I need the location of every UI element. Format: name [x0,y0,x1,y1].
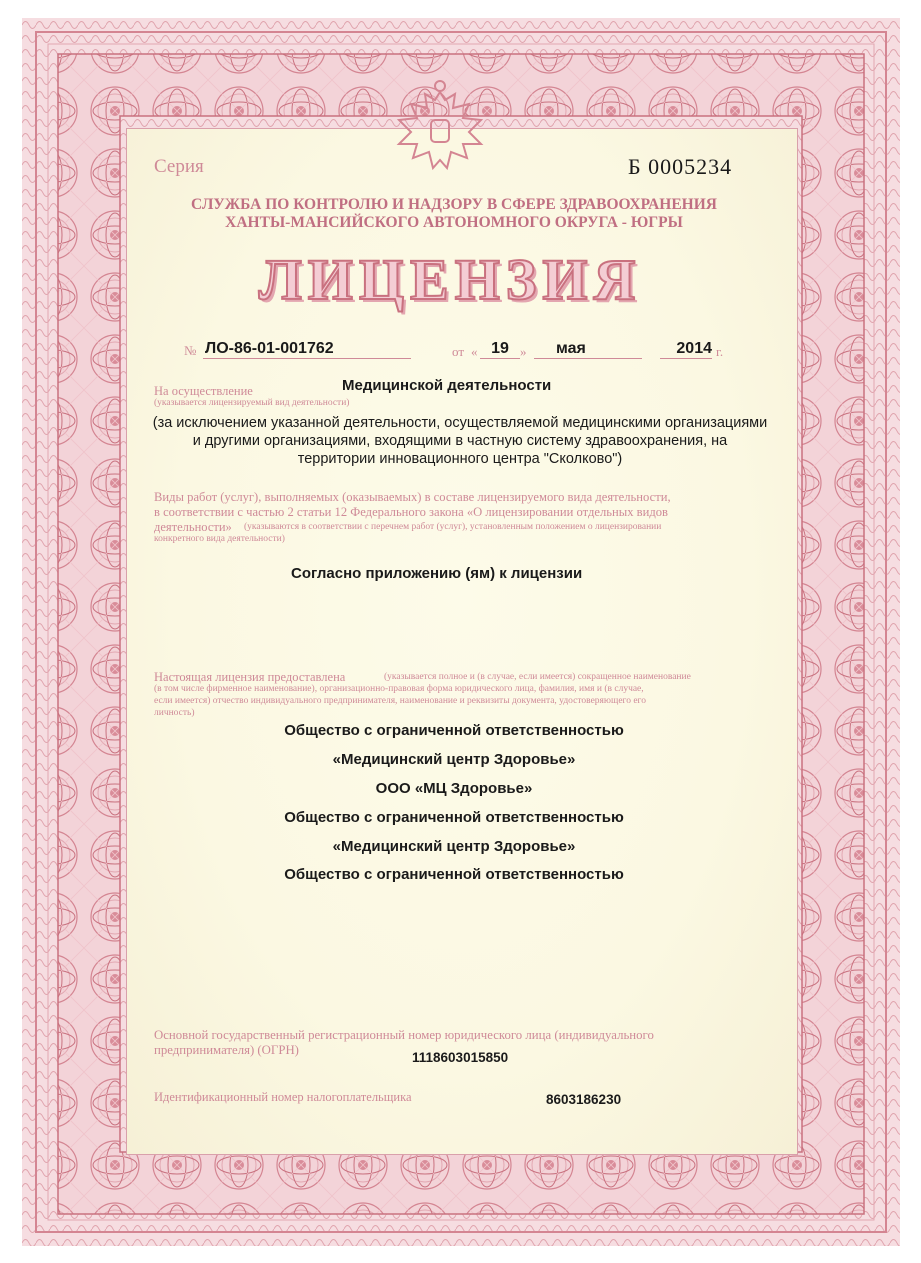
licensee-line-1: Общество с ограниченной ответственностью [284,722,624,739]
inn-value: 8603186230 [546,1092,622,1107]
double-headed-eagle-emblem [385,74,495,184]
activity-exclusion-line-3: территории инновационного центра "Сколково") [297,451,623,467]
works-hint-line-4: конкретного вида деятельности) [154,534,285,544]
activity-hint: (указывается лицензируемый вид деятельности) [154,398,350,408]
agency-line-2: ХАНТЫ-МАНСИЙСКОГО АВТОНОМНОГО ОКРУГА - ЮГРЫ [225,214,683,231]
license-year: 2014 [660,340,712,359]
works-text-line-1: Виды работ (услуг), выполняемых (оказываемых) в составе лицензируемого вида деятельности, [154,490,671,504]
license-month: мая [534,340,642,359]
licensee-hint-line-1: (указывается полное и (в случае, если имеется) сокращенное наименование [384,672,691,682]
licensee-line-2: «Медицинский центр Здоровье» [332,751,576,768]
works-hint-line-3: (указываются в соответствии с перечнем работ (услуг), установленным положением о лицензировании [244,522,662,532]
year-suffix: г. [716,344,724,359]
license-title-text: ЛИЦЕНЗИЯ [258,247,642,312]
works-value: Согласно приложению (ям) к лицензии [291,565,583,582]
license-day: 19 [480,340,520,359]
number-sign: № [184,343,197,358]
works-text-line-3: деятельности» [154,520,232,534]
ogrn-label-line-1: Основной государственный регистрационный номер юридического лица (индивидуального [154,1028,654,1042]
licensee-line-6: Общество с ограниченной ответственностью [284,866,624,883]
licensee-hint-line-2: (в том числе фирменное наименование), организационно-правовая форма юридического лица, фамилия, имя и (в случае, [154,684,644,694]
date-open-quote: « [471,344,478,359]
date-from-label: от [452,344,465,359]
inn-label: Идентификационный номер налогоплательщика [154,1090,412,1104]
license-number: ЛО-86-01-001762 [203,340,411,359]
date-close-quote: » [520,344,527,359]
licensee-line-3: ООО «МЦ Здоровье» [375,780,533,797]
works-text-line-2: в соответствии с частью 2 статьи 12 Федерального закона «О лицензировании отдельных видов [154,505,668,519]
series-label: Серия [154,156,204,177]
agency-line-1: СЛУЖБА ПО КОНТРОЛЮ И НАДЗОРУ В СФЕРЕ ЗДРАВООХРАНЕНИЯ [191,196,717,213]
licensee-line-4: Общество с ограниченной ответственностью [284,809,624,826]
activity-exclusion-line-2: и другими организациями, входящими в частную систему здравоохранения, на [192,433,728,449]
activity-exclusion-line-1: (за исключением указанной деятельности, осуществляемой медицинскими организациями [152,415,768,431]
activity-label: На осуществление [154,384,253,398]
licensee-hint-line-3: если имеется) отчество индивидуального предпринимателя, наименование и реквизиты документа, удостоверяющего его [154,696,646,706]
ogrn-label-line-2: предпринимателя) (ОГРН) [154,1043,299,1057]
licensee-line-5: «Медицинский центр Здоровье» [332,838,576,855]
license-title [240,246,660,312]
licensee-label: Настоящая лицензия предоставлена [154,670,346,684]
series-number: Б 0005234 [628,154,733,179]
ogrn-value: 1118603015850 [412,1050,509,1065]
licensee-hint-line-4: личность) [154,708,195,718]
activity-value: Медицинской деятельности [342,377,552,394]
